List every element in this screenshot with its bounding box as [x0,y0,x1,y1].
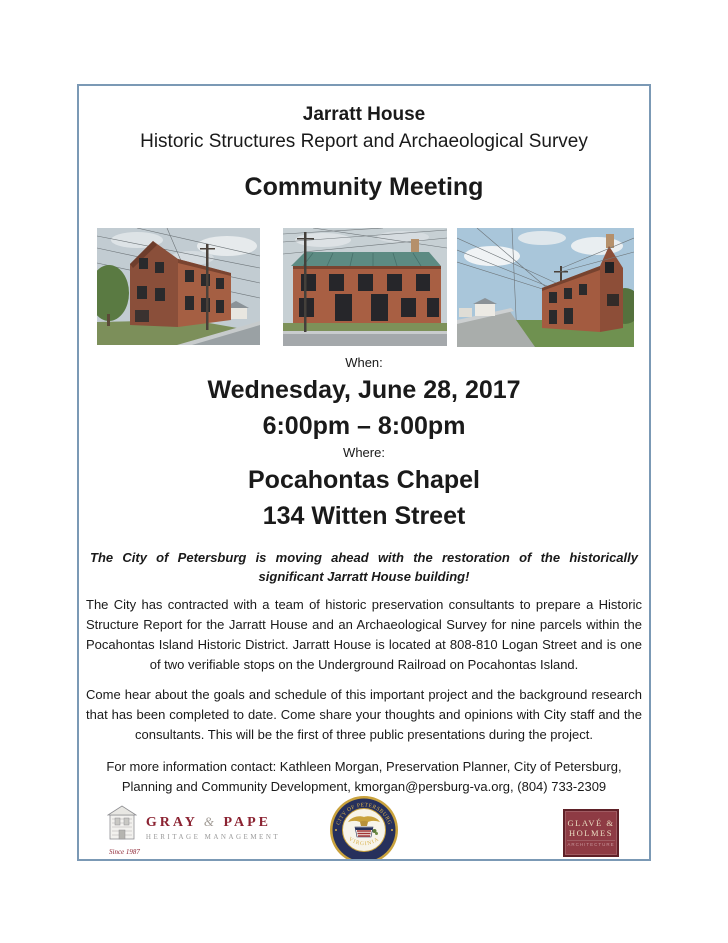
flyer-title-line1: Jarratt House [302,104,426,125]
jarratt-house-photo-angle-right [457,228,634,347]
glave-holmes-line1: GLAVÉ & [567,818,615,829]
gray-pape-building-sketch-icon [107,805,137,846]
gray-pape-since-text: Since 1987 [109,847,140,856]
gray-pape-ampersand: & [203,813,217,829]
glave-holmes-line2: HOLMES [569,828,613,839]
meeting-venue: Pocahontas Chapel [248,465,480,494]
invitation-paragraph: Come hear about the goals and schedule of this important project and the background research that has been completed to date. Come share your thoughts and opinions with City staff and the consultants. This will be the first of three public presentations during the project. [86,686,642,742]
logos-row [79,802,649,859]
petersburg-city-seal [329,795,399,861]
photos-row [86,228,642,342]
where-label: Where: [343,444,385,460]
meeting-time: 6:00pm – 8:00pm [262,411,466,440]
jarratt-house-photo-front [283,228,447,346]
glave-holmes-logo [563,809,619,857]
meeting-date: Wednesday, June 28, 2017 [207,375,521,404]
when-label: When: [345,354,383,370]
flyer-page [77,84,651,861]
flyer-title-line2: Historic Structures Report and Archaeological Survey [140,131,588,152]
glave-holmes-line3: ARCHITECTURE [567,842,615,848]
project-description-paragraph: The City has contracted with a team of historic preservation consultants to prepare a Historic Structure Report for the Jarratt House and an Archaeological Survey for nine parcels within the Pocahontas Island Historic District. Jarratt House is located at 808-810 Logan Street and is one of two verifiable stops on the Underground Railroad on Pocahontas Island. [86,596,642,672]
contact-info-text: For more information contact: Kathleen Morgan, Preservation Planner, City of Petersburg, Planning and Community Development, kmorgan@persburg-va.org, (804) 733-2309 [106,758,622,794]
meeting-address: 134 Witten Street [262,501,466,530]
seal-bottom-text: VIRGINIA [347,836,381,848]
seal-top-text: CITY OF PETERSBURG [335,802,393,826]
meeting-heading: Community Meeting [244,173,484,201]
jarratt-house-photo-angle-left [97,228,260,345]
gray-pape-wordmark: GRAY & PAPE [145,813,271,830]
gray-pape-logo [107,805,280,856]
intro-emphasis-text: The City of Petersburg is moving ahead with the restoration of the historically significant Jarratt House building! [90,549,638,585]
gray-pape-tagline: HERITAGE MANAGEMENT [145,832,281,841]
